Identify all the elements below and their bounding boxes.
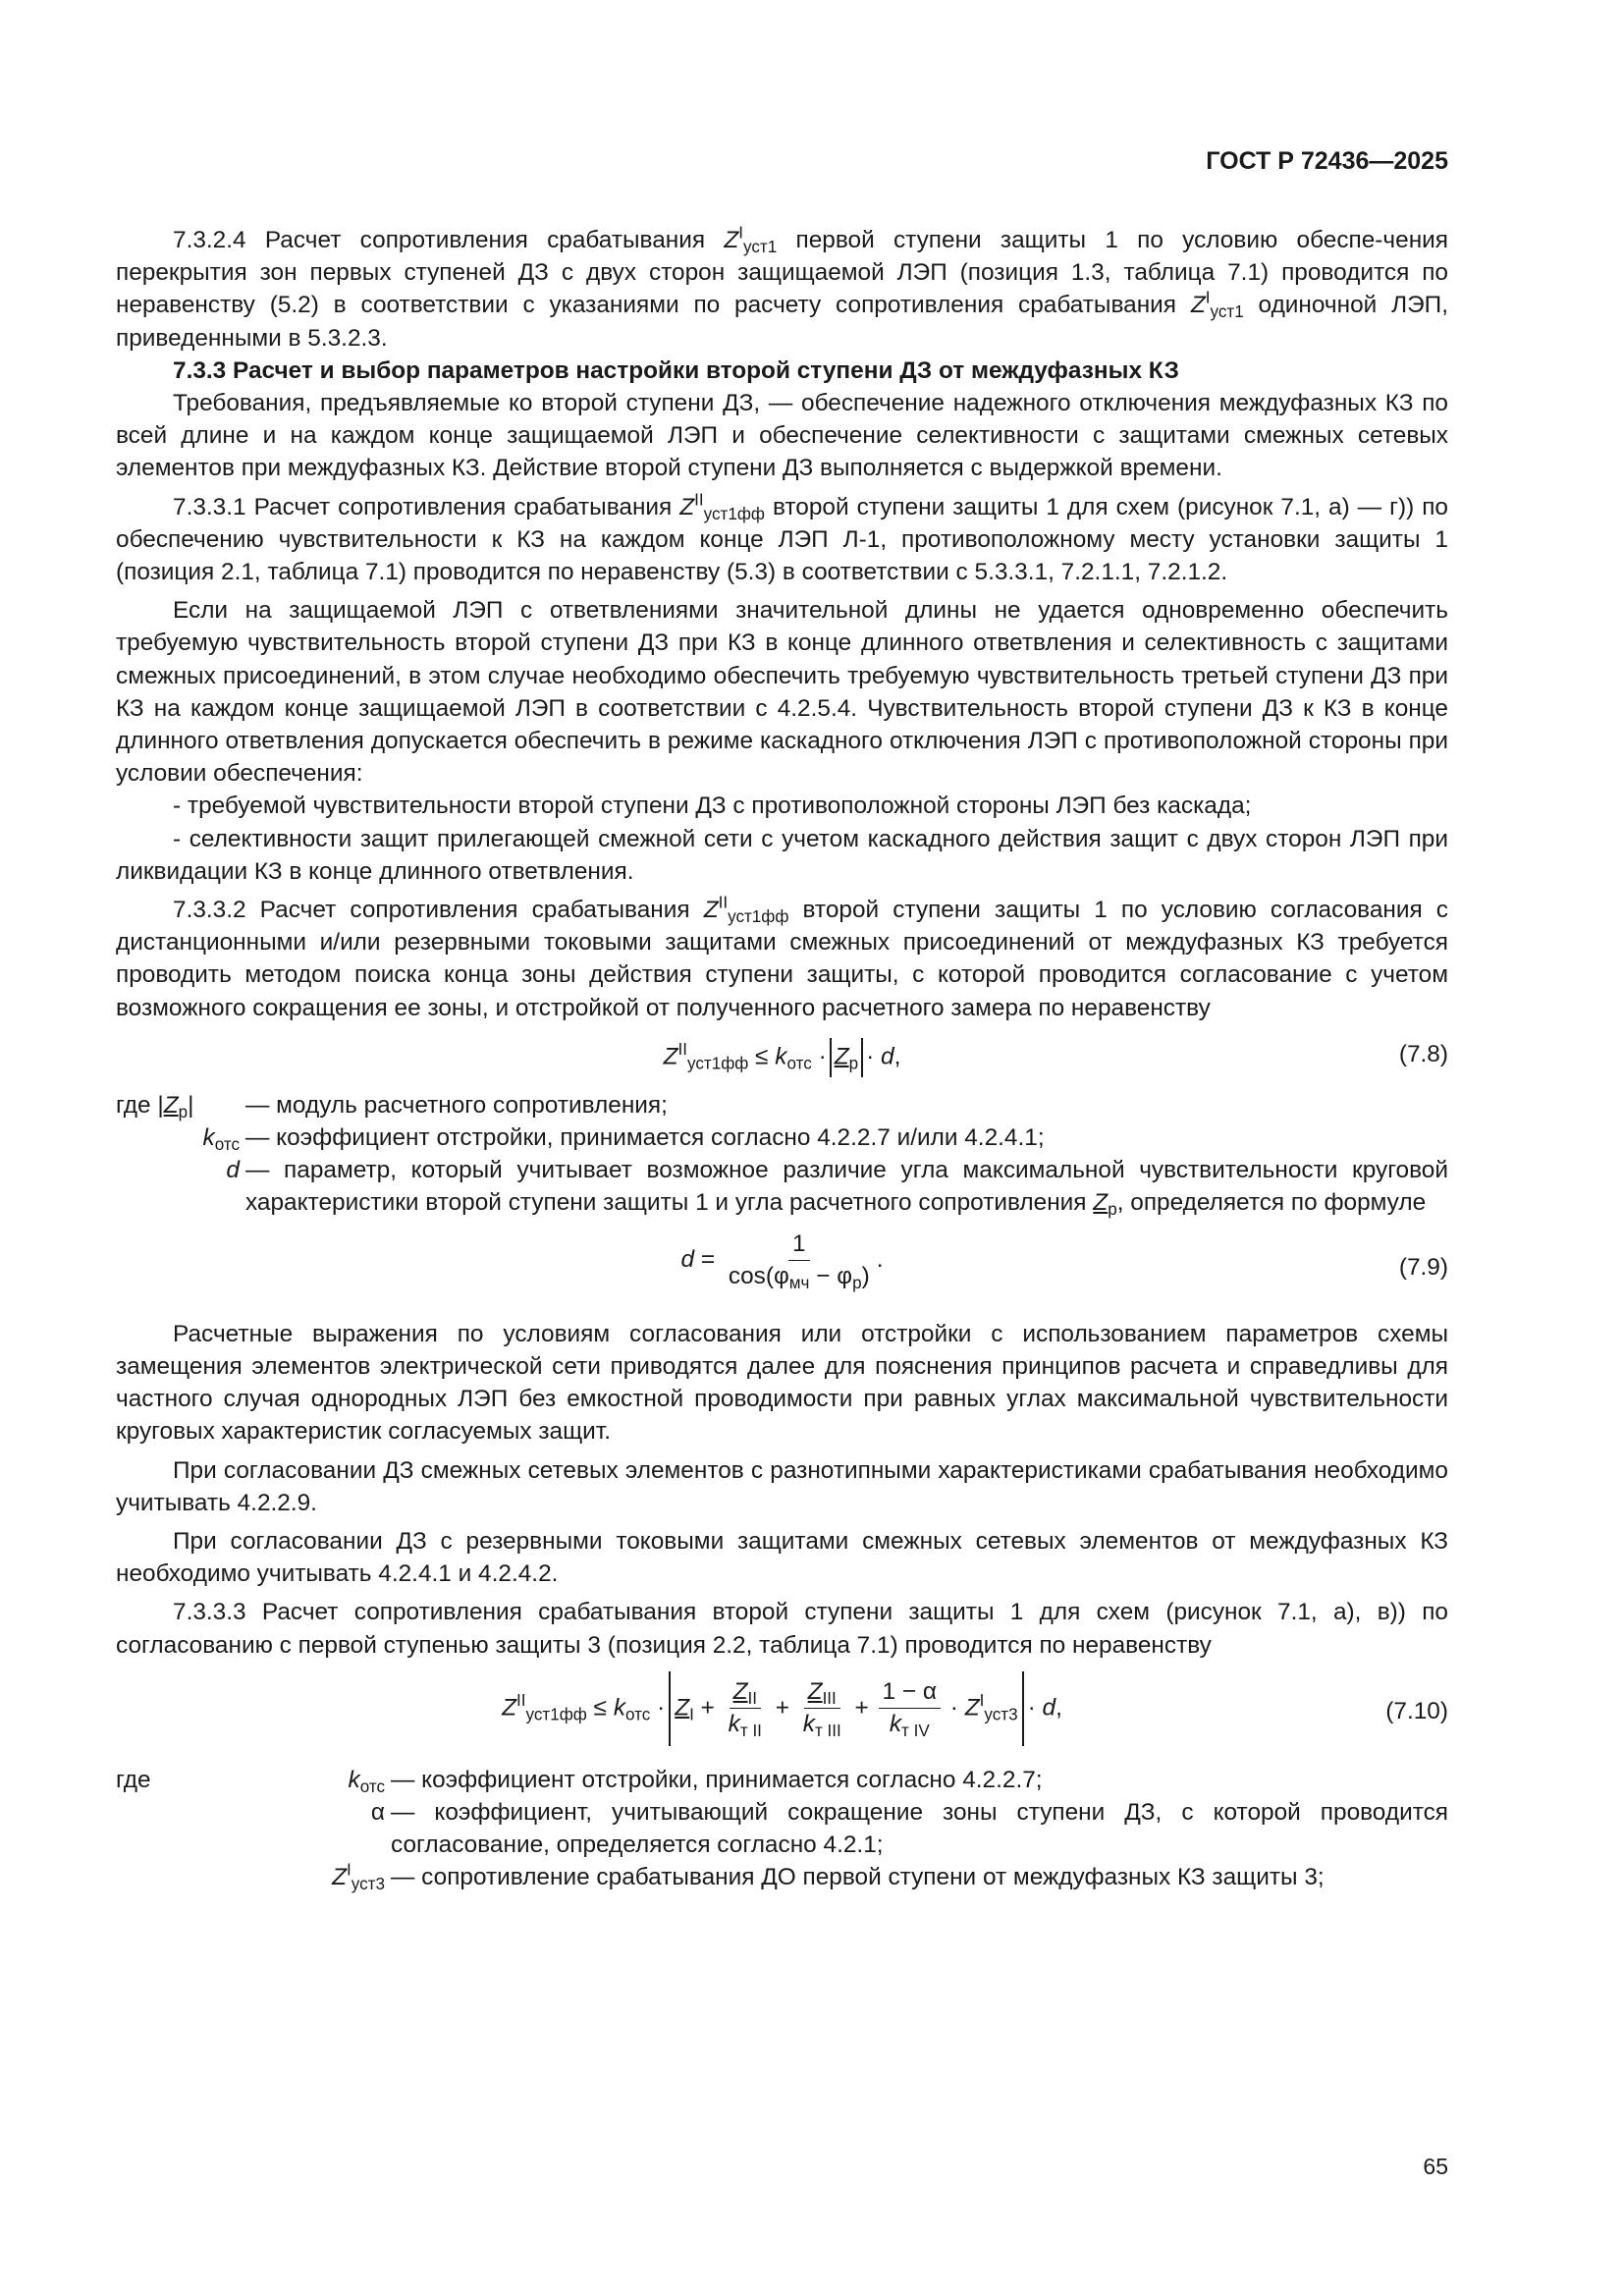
paragraph-7-3-3-1: 7.3.3.1 Расчет сопротивления срабатывания $Z^{II}_{уст1фф}$ второй ступени защиты 1 для схем (рисунок 7.1, а) — г)) по обеспечению чувствительности к КЗ на каждом конце ЛЭП Л-1, противоположному месту установки защиты 1 (позиция 2.1, таблица 7.1) проводится по неравенству (5.3) в соответствии с 5.3.3.1, 7.2.1.1, 7.2.1.2. [116, 490, 1448, 586]
page-number: 65 [1423, 2154, 1448, 2179]
paragraph-branches: Если на защищаемой ЛЭП с ответвлениями значительной длины не удается одновременно обеспечить требуемую чувствительность второй ступени ДЗ при КЗ в конце длинного ответвления и селективность с защитами смежных присоединений, в этом случае необходимо обеспечить требуемую чувствительность третьей ступени ДЗ при КЗ на каждом конце защищаемой ЛЭП в соответствии с 4.2.5.4. Чувствительность второй ступени ДЗ к КЗ в конце длинного ответвления допускается обеспечить в режиме каскадного отключения ЛЭП с противоположной стороны при условии обеспечения: [116, 597, 1448, 788]
paragraph-reserve: При согласовании ДЗ с резервными токовыми защитами смежных сетевых элементов от междуфазных КЗ необходимо учитывать 4.2.4.1 и 4.2.4.2. [116, 1527, 1448, 1588]
paragraph-requirements: Требования, предъявляемые ко второй ступени ДЗ, — обеспечение надежного отключения междуфазных КЗ по всей длине и на каждом конце защищаемой ЛЭП и обеспечение селективности с защитами смежных сетевых элементов при междуфазных КЗ. Действие второй ступени ДЗ выполняется с выдержкой времени. [116, 390, 1448, 482]
equation-number: (7.9) [1398, 1253, 1448, 1281]
where-list-1: где $|Z_р|$ — модуль расчетного сопротивления; $k_{отс}$ — коэффициент отстройки, принимается согласно 4.2.2.7 и/или 4.2.4.1; d — параметр, который учитывает возможное различие угла максимальной чувствительности круговой характеристики второй ступени защиты 1 и угла расчетного сопротивления $Z_р$, определяется по формуле [116, 1089, 1448, 1220]
paragraph-expressions: Расчетные выражения по условиям согласования или отстройки с использованием параметров схемы замещения элементов электрической сети приводятся далее для пояснения принципов расчета и справедливы для частного случая однородных ЛЭП без емкостной проводимости при равных углах максимальной чувствительности круговых характеристик согласуемых защит. [116, 1320, 1448, 1446]
definition-d: — параметр, который учитывает возможное различие угла максимальной чувствительности круговой характеристики второй ступени защиты 1 и угла расчетного сопротивления $Z_р$, определяется по формуле [245, 1157, 1448, 1220]
definition-zp: — модуль расчетного сопротивления; [245, 1091, 668, 1119]
definition-kots: — коэффициент отстройки, принимается согласно 4.2.2.7 и/или 4.2.4.1; [245, 1124, 1045, 1152]
equation-7-10 [116, 1667, 1448, 1758]
equation-number: (7.8) [1398, 1040, 1448, 1067]
bullet-item: - селективности защит прилегающей смежной сети с учетом каскадного действия защит с двух сторон ЛЭП при ликвидации КЗ в конце длинного ответвления. [116, 825, 1448, 885]
definition-zust3: — сопротивление срабатывания ДО первой ступени от междуфазных КЗ защиты 3; [391, 1864, 1325, 1891]
document-id: ГОСТ Р 72436—2025 [1206, 147, 1448, 175]
equation-7-9 [116, 1226, 1448, 1312]
where-list-2: где $k_{отс}$ — коэффициент отстройки, принимается согласно 4.2.2.7; α — коэффициент, учитывающий сокращение зоны ступени ДЗ, с которой проводится согласование, определяется согласно 4.2.1; $Z^I_{уст3}$ — сопротивление срабатывания ДО первой ступени от междуфазных КЗ защиты 3; [116, 1764, 1448, 1894]
paragraph-different-types: При согласовании ДЗ смежных сетевых элементов с разнотипными характеристиками срабатывания необходимо учитывать 4.2.2.9. [116, 1456, 1448, 1516]
equation-7-8 [116, 1030, 1448, 1083]
definition-alpha: — коэффициент, учитывающий сокращение зоны ступени ДЗ, с которой проводится согласование, определяется согласно 4.2.1; [391, 1798, 1448, 1859]
paragraph-7-3-3-2: 7.3.3.2 Расчет сопротивления срабатывания $Z^{II}_{уст1фф}$ второй ступени защиты 1 по условию согласования с дистанционными и/или резервными токовыми защитами смежных присоединений от междуфазных КЗ требуется проводить методом поиска конца зоны действия ступени защиты, с которой проводится согласование с учетом возможного сокращения ее зоны, и отстройкой от полученного расчетного замера по неравенству [116, 893, 1448, 1021]
paragraph-7-3-3-3: 7.3.3.3 Расчет сопротивления срабатывания второй ступени защиты 1 для схем (рисунок 7.1, а), в)) по согласованию с первой ступенью защиты 3 (позиция 2.2, таблица 7.1) проводится по неравенству [116, 1599, 1448, 1659]
bullet-item: - требуемой чувствительности второй ступени ДЗ с противоположной стороны ЛЭП без каскада; [173, 793, 1252, 820]
equation-body: d = $\frac{1}{\cos(\varphi_{мч} - \varphi_р)}$ . [680, 1230, 884, 1292]
equation-body: $Z^{II}_{уст1фф} \le k_{отс} \cdot Z_р \cdot d$, [116, 1038, 1448, 1077]
equation-body: $Z^{II}_{уст1фф} \le k_{отс} \cdot Z_I$ + $\frac{Z_{II}}{k_{т II}}$ + $\frac{Z_{III}}{k_{т III}}$ + $\frac{1 - \alpha}{k_{т IV}}$ · $Z^I_{уст3} \cdot d$, [116, 1671, 1448, 1746]
equation-number: (7.10) [1385, 1697, 1448, 1724]
definition-kots: — коэффициент отстройки, принимается согласно 4.2.2.7; [391, 1766, 1043, 1793]
where-label: где [116, 1091, 151, 1119]
paragraph-7-3-2-4: 7.3.2.4 Расчет сопротивления срабатывания $Z^I_{уст1}$ первой ступени защиты 1 по условию обеспе-чения перекрытия зон первых ступеней ДЗ с двух сторон защищаемой ЛЭП (позиция 1.3, таблица 7.1) проводится по неравенству (5.2) в соответствии с указаниями по расчету сопротивления срабатывания $Z^I_{уст1}$ одиночной ЛЭП, приведенными в 5.3.2.3. [116, 223, 1448, 352]
document-body [116, 224, 1448, 1894]
where-label: где [116, 1766, 151, 1793]
section-heading-7-3-3: 7.3.3 Расчет и выбор параметров настройки второй ступени ДЗ от междуфазных КЗ [173, 356, 1179, 384]
